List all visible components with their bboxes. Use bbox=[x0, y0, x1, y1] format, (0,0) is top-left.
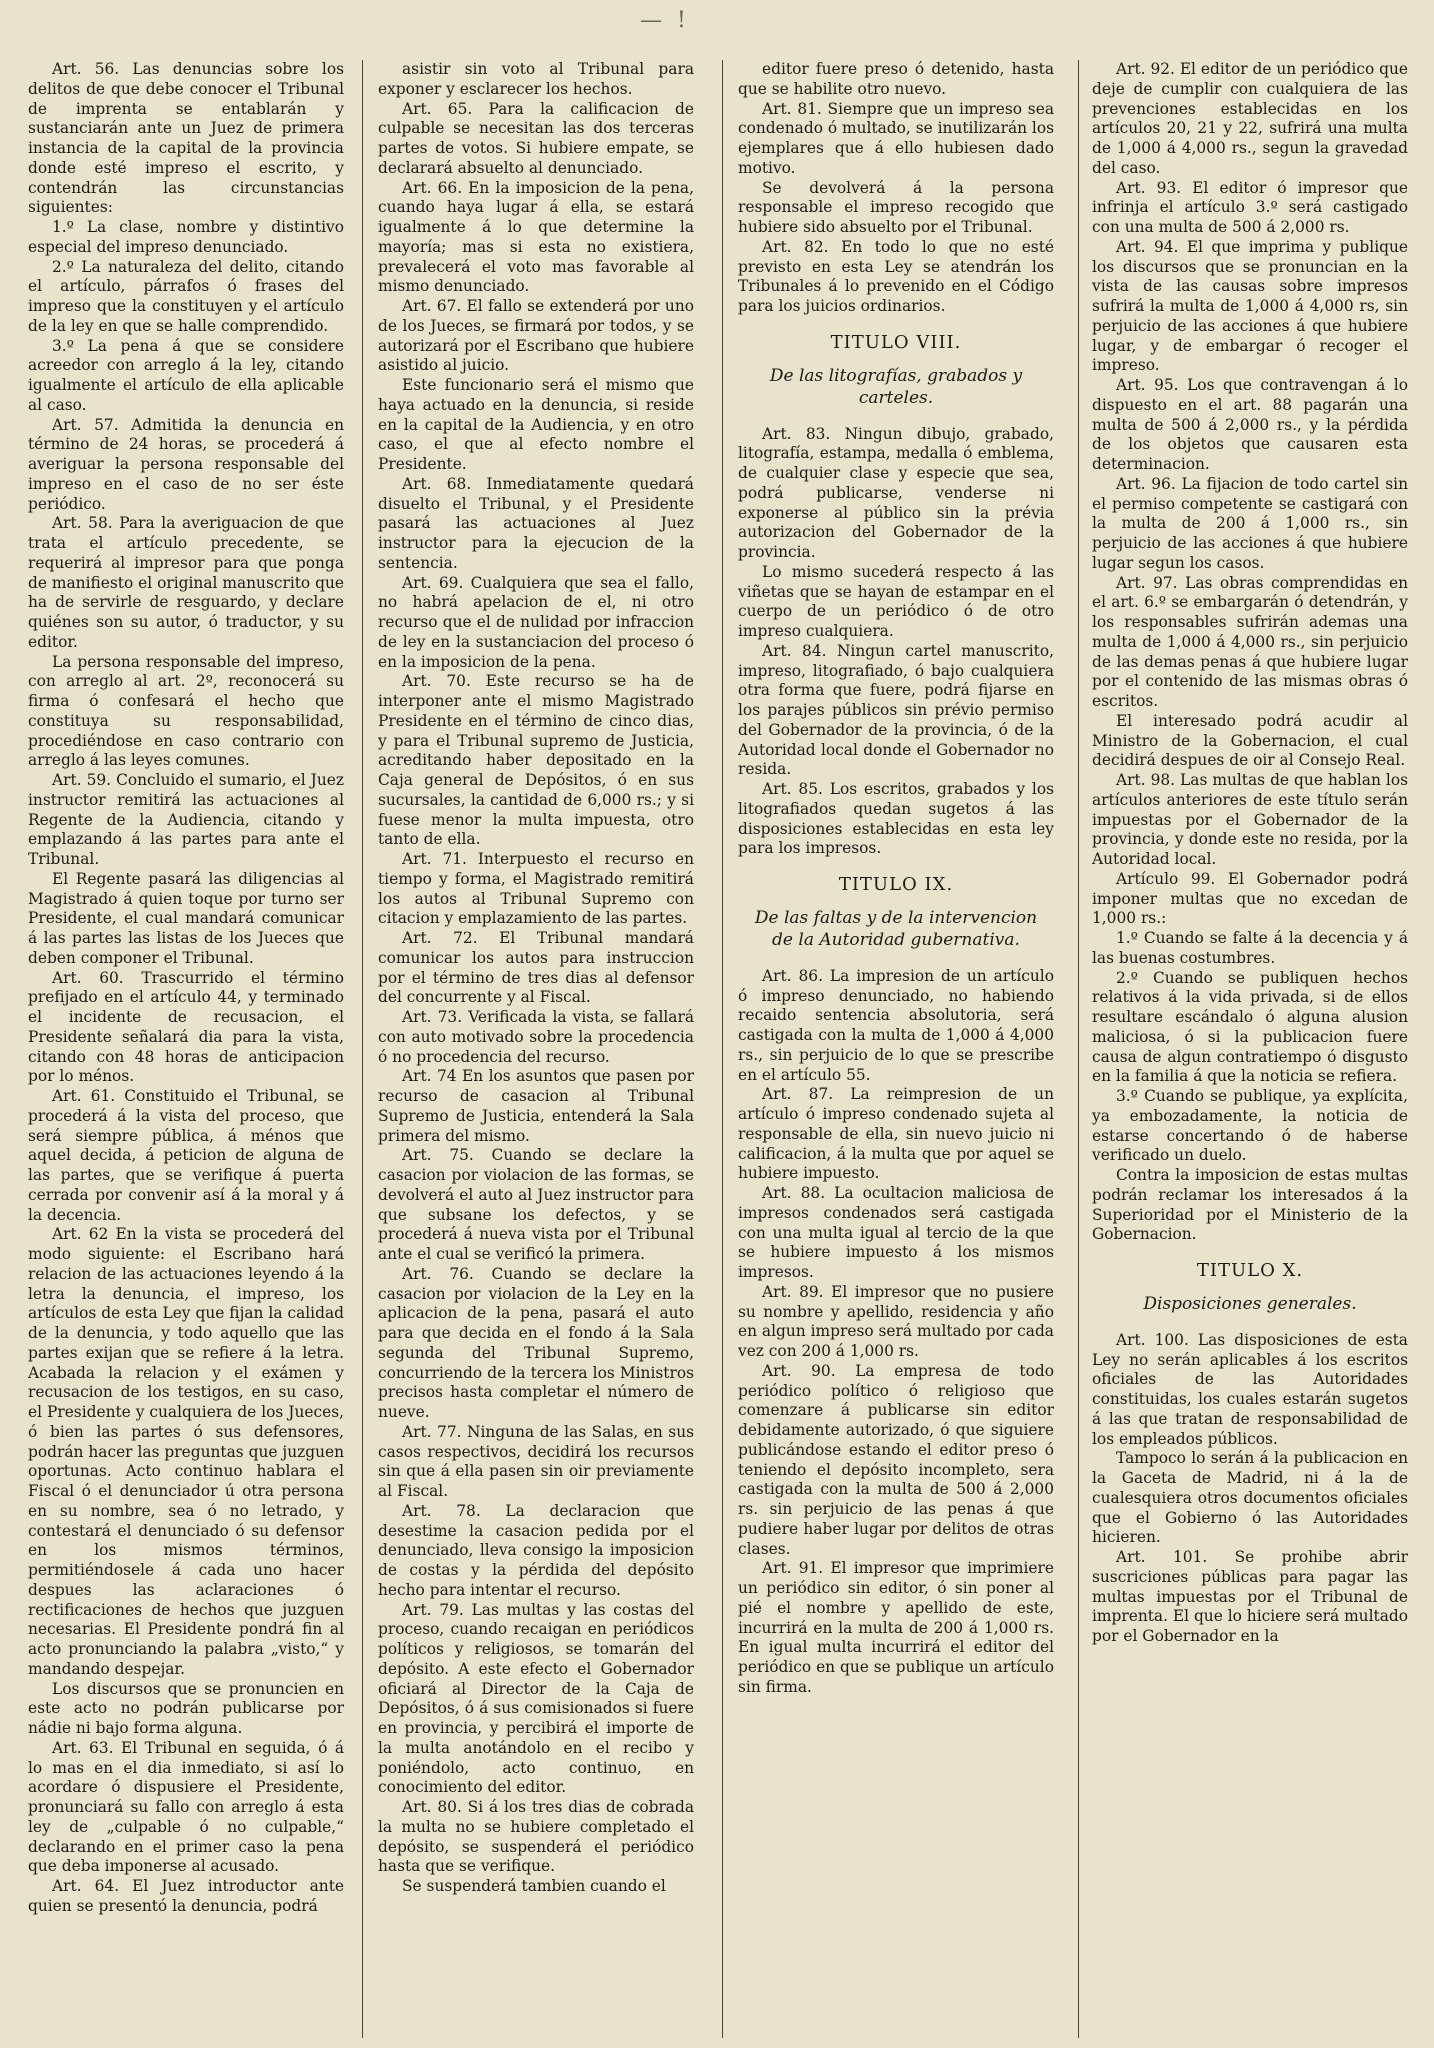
article-paragraph: Art. 56. Las denuncias sobre los delitos de que debe conocer el Tribunal de imprenta se entablarán y sustanciarán ante un Juez de primera instancia de la capital de la provincia donde esté impreso el escrito, y contendrán las circunstancias siguientes: bbox=[28, 60, 344, 217]
article-paragraph: Art. 68. Inmediatamente quedará disuelto el Tribunal, y el Presidente pasará las actuaciones al Juez instructor para la ejecucion de la sentencia. bbox=[378, 474, 694, 572]
section-title: TITULO X. bbox=[1196, 1260, 1304, 1281]
section-subtitle: De las litografías, grabados y carteles. bbox=[769, 365, 1023, 408]
page-mark: — ! bbox=[640, 8, 690, 33]
article-paragraph: 3.º Cuando se publique, ya explícita, ya embozadamente, la noticia de estarse concertando ó de haberse verificado un duelo. bbox=[1092, 1087, 1408, 1165]
article-paragraph: Artículo 99. El Gobernador podrá imponer multas que no excedan de 1,000 rs.: bbox=[1092, 869, 1408, 928]
article-paragraph: Art. 83. Ningun dibujo, grabado, litografía, estampa, medalla ó emblema, de cualquier clase y especie que sea, podrá publicarse, venderse ni exponerse al público sin la prévia autorizacion del Gobernador de la provincia. bbox=[738, 424, 1054, 561]
article-paragraph: Art. 101. Se prohibe abrir suscriciones públicas para pagar las multas impuestas por el Tribunal de imprenta. El que lo hiciere será multado por el Gobernador en la bbox=[1092, 1548, 1408, 1645]
article-paragraph: Art. 64. El Juez introductor ante quien se presentó la denuncia, podrá bbox=[28, 1877, 344, 1915]
article-paragraph: Tampoco lo serán á la publicacion en la Gaceta de Madrid, ni á la de cualesquiera otros documentos oficiales que el Gobierno ó las Autoridades hicieren. bbox=[1092, 1449, 1408, 1547]
article-paragraph: Art. 61. Constituido el Tribunal, se procederá á la vista del proceso, que será siempre pública, á ménos que aquel decida, á peticion de alguna de las partes, que se verifique á puerta cerrada por convenir así á la moral y á la decencia. bbox=[28, 1087, 344, 1224]
article-paragraph: asistir sin voto al Tribunal para exponer y esclarecer los hechos. bbox=[378, 60, 694, 98]
article-paragraph: Art. 75. Cuando se declare la casacion por violacion de las formas, se devolverá el auto al Juez instructor para que subsane los defectos, y se procederá á nueva vista por el Tribunal ante el cual se verificó la primera. bbox=[378, 1146, 694, 1263]
article-paragraph: Art. 80. Si á los tres dias de cobrada la multa no se hubiere completado el depósito, se suspenderá el periódico hasta que se verifique. bbox=[378, 1798, 694, 1876]
article-paragraph: Art. 88. La ocultacion maliciosa de impresos condenados será castigada con una multa igual al tercio de la que se hubiere impuesto á los mismos impresos. bbox=[738, 1184, 1054, 1281]
article-paragraph: Art. 87. La reimpresion de un artículo ó impreso condenado sujeta al responsable de ella, sin nuevo juicio ni calificacion, á la multa que por aquel se hubiere impuesto. bbox=[738, 1085, 1054, 1183]
article-paragraph: 3.º La pena á que se considere acreedor con arreglo á la ley, citando igualmente el artículo de ella aplicable al caso. bbox=[28, 336, 344, 414]
article-paragraph: Art. 66. En la imposicion de la pena, cuando haya lugar á ella, se estará igualmente á lo que determine la mayoría; mas si esta no existiera, prevalecerá el voto mas favorable al mismo denunciado. bbox=[378, 178, 694, 296]
article-paragraph: Art. 77. Ninguna de las Salas, en sus casos respectivos, decidirá los recursos sin que á ella pasen sin oir previamente al Fiscal. bbox=[378, 1422, 694, 1500]
article-paragraph: Art. 78. La declaracion que desestime la casacion pedida por el denunciado, lleva consigo la imposicion de costas y la pérdida del depósito hecho para intentar el recurso. bbox=[378, 1501, 694, 1599]
article-paragraph: Art. 59. Concluido el sumario, el Juez instructor remitirá las actuaciones al Regente de la Audiencia, citando y emplazando á las partes para ante el Tribunal. bbox=[28, 771, 344, 868]
article-paragraph: Art. 98. Las multas de que hablan los artículos anteriores de este título serán impuestas por el Gobernador de la provincia, y donde este no resida, por la Autoridad local. bbox=[1092, 771, 1408, 868]
article-paragraph: 2.º La naturaleza del delito, citando el artículo, párrafos ó frases del impreso que la constituyen y el artículo de la ley en que se halle comprendido. bbox=[28, 257, 344, 335]
column-3 bbox=[738, 60, 1054, 2038]
article-paragraph: Art. 81. Siempre que un impreso sea condenado ó multado, se inutilizarán los ejemplares que á ello hubiesen dado motivo. bbox=[738, 99, 1054, 177]
article-paragraph: Art. 85. Los escritos, grabados y los litografiados quedan sugetos á las disposiciones establecidas en esta ley para los impresos. bbox=[738, 780, 1054, 858]
column-rule bbox=[1078, 60, 1079, 2038]
article-paragraph: Se devolverá á la persona responsable el impreso recogido que hubiere sido absuelto por el Tribunal. bbox=[738, 178, 1054, 236]
article-paragraph: Art. 65. Para la calificacion de culpable se necesitan las dos terceras partes de votos. Si hubiere empate, se declarará absuelto al denunciado. bbox=[378, 99, 694, 177]
article-paragraph: Art. 67. El fallo se extenderá por uno de los Jueces, se firmará por todos, y se autorizará por el Escribano que hubiere asistido al juicio. bbox=[378, 297, 694, 375]
article-paragraph: 2.º Cuando se publiquen hechos relativos á la vida privada, si de ellos resultare escándalo ó alguna alusion maliciosa, ó si la publicacion fuere causa de algun contratiempo ó disgusto en la familia á que la noticia se refiera. bbox=[1092, 968, 1408, 1086]
article-paragraph: Art. 76. Cuando se declare la casacion por violacion de la Ley en la aplicacion de la pena, pasará el auto para que decida en el fondo á la Sala segunda del Tribunal Supremo, concurriendo de la tercera los Ministros precisos hasta completar el número de nueve. bbox=[378, 1264, 694, 1421]
article-paragraph: Art. 96. La fijacion de todo cartel sin el permiso competente se castigará con la multa de 200 á 1,000 rs., sin perjuicio de las acciones á que hubiere lugar segun los casos. bbox=[1092, 474, 1408, 572]
article-paragraph: 1.º La clase, nombre y distintivo especial del impreso denunciado. bbox=[28, 218, 344, 256]
article-paragraph: Art. 92. El editor de un periódico que deje de cumplir con cualquiera de las prevenciones establecidas en los artículos 20, 21 y 22, sufrirá una multa de 1,000 á 4,000 rs., segun la gravedad del caso. bbox=[1092, 60, 1408, 177]
article-paragraph: Art. 100. Las disposiciones de esta Ley no serán aplicables á los escritos oficiales de las Autoridades constituidas, los cuales estarán sugetos á las que tratan de responsabilidad de los empleados públicos. bbox=[1092, 1330, 1408, 1448]
article-paragraph: Art. 72. El Tribunal mandará comunicar los autos para instruccion por el término de tres dias al defensor del concurrente y al Fiscal. bbox=[378, 929, 694, 1007]
article-paragraph: Art. 74 En los asuntos que pasen por recurso de casacion al Tribunal Supremo de Justicia, entenderá la Sala primera del mismo. bbox=[378, 1067, 694, 1145]
article-paragraph: Este funcionario será el mismo que haya actuado en la denuncia, si reside en la capital de la Audiencia, y en otro caso, el que al efecto nombre el Presidente. bbox=[378, 376, 694, 473]
article-paragraph: 1.º Cuando se falte á la decencia y á las buenas costumbres. bbox=[1092, 929, 1408, 967]
article-paragraph: Art. 63. El Tribunal en seguida, ó á lo mas en el dia inmediato, si así lo acordare ó dispusiere el Presidente, pronunciará su fallo con arreglo á esta ley de „culpable ó no culpable,“ declarando en el primer caso la pena que deba imponerse al acusado. bbox=[28, 1738, 344, 1876]
article-paragraph: Art. 82. En todo lo que no esté previsto en esta Ley se atendrán los Tribunales á lo prevenido en el Código para los juicios ordinarios. bbox=[738, 237, 1054, 315]
article-paragraph: Se suspenderá tambien cuando el bbox=[402, 1877, 666, 1895]
article-paragraph: Art. 91. El impresor que imprimiere un periódico sin editor, ó sin poner al pié el nombre y apellido de este, incurrirá en la multa de 200 á 1,000 rs. En igual multa incurrirá el editor del periódico en que se publique un artículo sin firma. bbox=[738, 1559, 1054, 1696]
article-paragraph: Art. 89. El impresor que no pusiere su nombre y apellido, residencia y año en algun impreso será multado por cada vez con 200 á 1,000 rs. bbox=[738, 1282, 1054, 1360]
article-paragraph: Art. 97. Las obras comprendidas en el art. 6.º se embargarán ó detendrán, y los responsables sufrirán ademas una multa de 1,000 á 4,000 rs., sin perjuicio de las demas penas á que hubiere lugar por el contenido de las mismas obras ó escritos. bbox=[1092, 573, 1408, 710]
article-paragraph: Art. 93. El editor ó impresor que infrinja el artículo 3.º será castigado con una multa de 500 á 2,000 rs. bbox=[1092, 178, 1408, 236]
article-paragraph: Art. 60. Trascurrido el término prefijado en el artículo 44, y terminado el incidente de recusacion, el Presidente señalará dia para la vista, citando con 48 horas de anticipacion por lo ménos. bbox=[28, 968, 344, 1086]
article-paragraph: Art. 79. Las multas y las costas del proceso, cuando recaigan en periódicos políticos y religiosos, se tomarán del depósito. A este efecto el Gobernador oficiará al Director de la Caja de Depósitos, ó á sus comisionados si fuere en provincia, y percibirá el importe de la multa anotándolo en el recibo y poniéndolo, acto continuo, en conocimiento del editor. bbox=[378, 1600, 694, 1797]
article-paragraph: Art. 58. Para la averiguacion de que trata el artículo precedente, se requerirá al impresor para que ponga de manifiesto el original manuscrito que ha de servirle de resguardo, y declare quiénes son su autor, ó traductor, y su editor. bbox=[28, 514, 344, 651]
article-paragraph: El Regente pasará las diligencias al Magistrado á quien toque por turno ser Presidente, el cual mandará comunicar á las partes las listas de los Jueces que deben componer el Tribunal. bbox=[28, 869, 344, 967]
article-paragraph: Art. 95. Los que contravengan á lo dispuesto en el art. 88 pagarán una multa de 500 á 2,000 rs., y la pérdida de los objetos que causaren esta determinacion. bbox=[1092, 376, 1408, 473]
column-4 bbox=[1092, 60, 1408, 2038]
article-paragraph: La persona responsable del impreso, con arreglo al art. 2º, reconocerá su firma ó confesará el hecho que constituya su responsabilidad, procediéndose en caso contrario con arreglo á las leyes comunes. bbox=[28, 652, 344, 770]
section-title: TITULO VIII. bbox=[830, 331, 962, 353]
section-subtitle: De las faltas y de la intervencion de la Autoridad gubernativa. bbox=[754, 907, 1038, 950]
column-rule bbox=[722, 60, 723, 2038]
article-paragraph: Art. 62 En la vista se procederá del modo siguiente: el Escribano hará relacion de las actuaciones leyendo á la letra la denuncia, el impreso, los artículos de esta Ley que fijan la calidad de la denuncia, y todo aquello que las partes exijan que se refiere á la letra. Acabada la relacion y el exámen y recusacion de los testigos, en su caso, el Presidente y cualquiera de los Jueces, ó bien las partes ó sus defensores, podrán hacer las preguntas que juzguen oportunas. Acto continuo hablara el Fiscal ó el denunciador ú otra persona en su nombre, sea ó no letrado, y contestará el denunciado ó su defensor en los mismos términos, permitiéndosele á cada uno hacer despues las aclaraciones ó rectificaciones de hechos que juzguen necesarias. El Presidente pondrá fin al acto pronunciando la palabra „visto,“ y mandando despejar. bbox=[28, 1225, 344, 1678]
column-1 bbox=[28, 60, 344, 2038]
article-paragraph: Lo mismo sucederá respecto á las viñetas que se hayan de estampar en el cuerpo de un periódico ó de otro impreso cualquiera. bbox=[738, 562, 1054, 640]
article-paragraph: Art. 73. Verificada la vista, se fallará con auto motivado sobre la procedencia ó no procedencia del recurso. bbox=[378, 1008, 694, 1066]
column-rule bbox=[362, 60, 363, 2038]
article-paragraph: Art. 94. El que imprima y publique los discursos que se pronuncian en la vista de las causas sobre impresos sufrirá la multa de 1,000 á 4,000 rs, sin perjuicio de las acciones á que hubiere lugar, y de embargar ó recoger el impreso. bbox=[1092, 237, 1408, 375]
column-2 bbox=[378, 60, 694, 2038]
article-paragraph: Art. 57. Admitida la denuncia en término de 24 horas, se procederá á averiguar la persona responsable del impreso en el caso de no ser éste periódico. bbox=[28, 415, 344, 513]
article-paragraph: Art. 86. La impresion de un artículo ó impreso denunciado, no habiendo recaido sentencia absolutoria, será castigada con la multa de 1,000 á 4,000 rs., sin perjuicio de lo que se prescribe en el artículo 55. bbox=[738, 966, 1054, 1084]
article-paragraph: El interesado podrá acudir al Ministro de la Gobernacion, el cual decidirá despues de oir al Consejo Real. bbox=[1092, 711, 1408, 770]
article-paragraph: Art. 84. Ningun cartel manuscrito, impreso, litografiado, ó bajo cualquiera otra forma que fuere, podrá fijarse en los parajes públicos sin prévio permiso del Gobernador de la provincia, ó de la Autoridad local donde el Gobernador no resida. bbox=[738, 641, 1054, 779]
article-paragraph: Contra la imposicion de estas multas podrán reclamar los interesados á la Superioridad por el Ministerio de la Gobernacion. bbox=[1092, 1166, 1408, 1244]
article-paragraph: Art. 71. Interpuesto el recurso en tiempo y forma, el Magistrado remitirá los autos al Tribunal Supremo con citacion y emplazamiento de las partes. bbox=[378, 850, 694, 928]
article-paragraph: editor fuere preso ó detenido, hasta que se habilite otro nuevo. bbox=[738, 60, 1054, 98]
section-subtitle: Disposiciones generales. bbox=[1143, 1293, 1357, 1314]
article-paragraph: Los discursos que se pronuncien en este acto no podrán publicarse por nádie ni bajo forma alguna. bbox=[28, 1679, 344, 1737]
article-paragraph: Art. 70. Este recurso se ha de interponer ante el mismo Magistrado Presidente en el término de cinco dias, y para el Tribunal supremo de Justicia, acreditando haber depositado en la Caja general de Depósitos, ó en sus sucursales, la cantidad de 6,000 rs.; y si fuese menor la multa impuesta, otro tanto de ella. bbox=[378, 672, 694, 849]
article-paragraph: Art. 69. Cualquiera que sea el fallo, no habrá apelacion de el, ni otro recurso que el de nulidad por infraccion de ley en la sustanciacion del proceso ó en la imposicion de la pena. bbox=[378, 573, 694, 671]
article-paragraph: Art. 90. La empresa de todo periódico político ó religioso que comenzare á publicarse sin editor debidamente autorizado, ó que siguiere publicándose estando el editor preso ó teniendo el depósito incompleto, sera castigada con la multa de 500 á 2,000 rs. sin perjuicio de las penas á que pudiere haber lugar por delitos de otras clases. bbox=[738, 1361, 1054, 1558]
section-title: TITULO IX. bbox=[838, 874, 954, 895]
